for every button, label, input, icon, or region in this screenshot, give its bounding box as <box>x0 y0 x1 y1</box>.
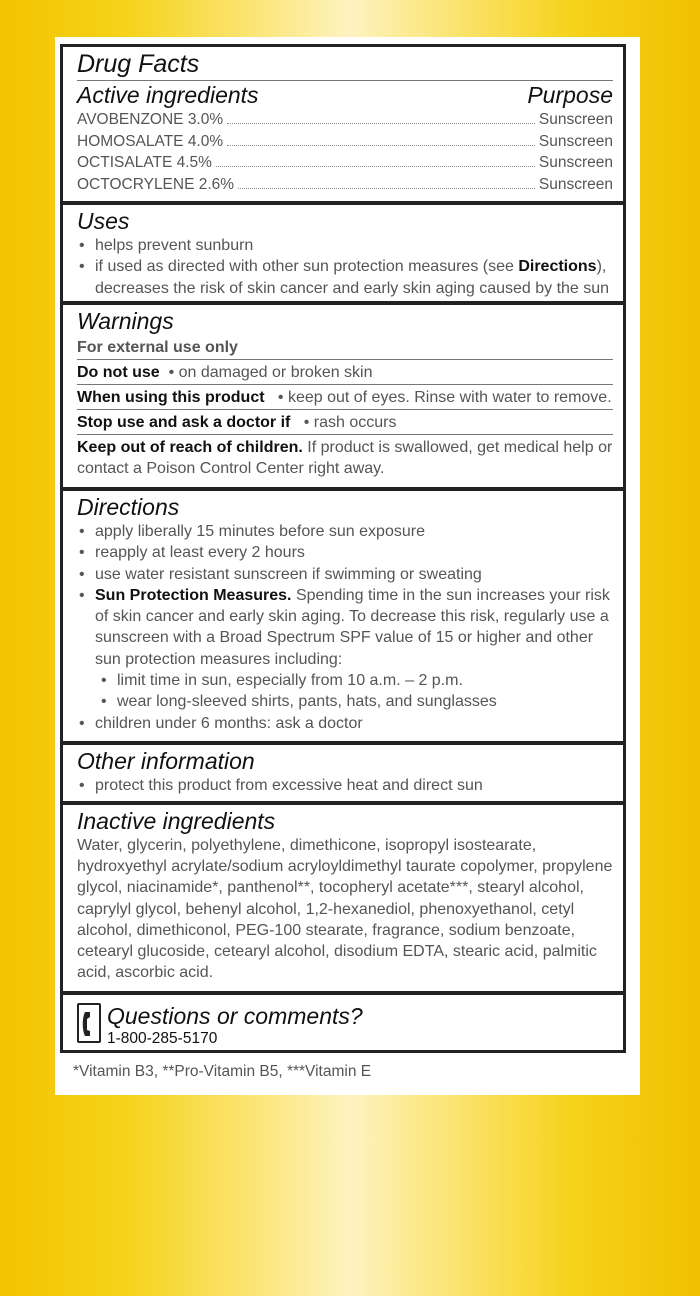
ingredient-purpose: Sunscreen <box>538 175 613 193</box>
uses-heading: Uses <box>77 208 130 234</box>
drug-facts-box <box>60 44 626 1053</box>
ingredient-name: OCTOCRYLENE 2.6% <box>77 175 235 193</box>
keep-out-line <box>77 435 613 480</box>
uses-text: ), decreases the risk of skin cancer and early skin aging caused by the sun <box>95 258 610 297</box>
dot-leader <box>216 166 535 167</box>
dot-leader <box>227 123 535 124</box>
do-not-use-text: • on damaged or broken skin <box>168 364 373 381</box>
stop-use-label: Stop use and ask a doctor if <box>77 414 291 431</box>
other-information-section <box>63 745 623 805</box>
ingredient-row <box>77 174 613 196</box>
keep-out-text: If product is swallowed, get medical help or contact a Poison Control Center right away. <box>77 439 613 477</box>
directions-heading: Directions <box>77 494 180 520</box>
inactive-ingredients-text: Water, glycerin, polyethylene, dimethicone, isopropyl isostearate, hydroxyethyl acrylate/sodium acryloyldimethyl taurate copolymer, propylene glycol, niacinamide*, panthenol**, tocopheryl acetate***, stearyl alcohol, caprylyl glycol, behenyl alcohol, 1,2-hexanediol, phenoxyethanol, cetyl alcohol, dimethiconol, PEG-100 stearate, fragrance, sodium benzoate, cetearyl glucoside, cetearyl alcohol, disodium EDTA, stearic acid, palmitic acid, ascorbic acid. <box>77 837 613 982</box>
uses-text: if used as directed with other sun protection measures (see <box>95 258 519 276</box>
other-information-heading: Other information <box>77 748 255 774</box>
stop-use-line <box>77 410 613 435</box>
drug-facts-title: Drug Facts <box>77 49 613 81</box>
keep-out-label: Keep out of reach of children. <box>77 439 303 456</box>
ingredient-purpose: Sunscreen <box>538 111 613 128</box>
list-item <box>77 585 613 670</box>
inactive-ingredients-heading: Inactive ingredients <box>77 808 276 834</box>
questions-section <box>63 995 623 1050</box>
list-item: • limit time in sun, especially from 10 a.m. – 2 p.m. <box>77 670 613 691</box>
active-ingredients-header <box>77 81 613 109</box>
warnings-section <box>63 305 623 491</box>
list-item: • apply liberally 15 minutes before sun exposure <box>77 521 613 542</box>
ingredient-purpose: Sunscreen <box>538 154 613 171</box>
spm-text: Spending time in the sun increases your risk of skin cancer and early skin aging. To decrease this risk, regularly use a sunscreen with a Broad Spectrum SPF value of 15 or higher and other sun protection measures including: <box>95 586 610 668</box>
dot-leader <box>238 188 535 189</box>
dot-leader <box>227 145 535 146</box>
ingredient-name: OCTISALATE 4.5% <box>77 154 212 171</box>
ingredient-row <box>77 109 613 131</box>
active-ingredients-section <box>63 47 623 205</box>
directions-ref: Directions <box>518 258 597 276</box>
questions-heading: Questions or comments? <box>107 1003 363 1029</box>
when-using-line <box>77 385 613 410</box>
ingredient-row <box>77 152 613 174</box>
when-using-label: When using this product <box>77 389 265 406</box>
ingredient-name: AVOBENZONE 3.0% <box>77 111 224 128</box>
list-item: • wear long-sleeved shirts, pants, hats, and sunglasses <box>77 691 613 712</box>
do-not-use-label: Do not use <box>77 364 160 381</box>
list-item: • children under 6 months: ask a doctor <box>77 713 613 734</box>
phone-icon <box>77 1003 101 1043</box>
ingredient-purpose: Sunscreen <box>538 132 613 150</box>
stop-use-text: • rash occurs <box>303 414 397 431</box>
directions-section <box>63 491 623 745</box>
when-using-text: • keep out of eyes. Rinse with water to remove. <box>277 389 612 406</box>
list-item: • reapply at least every 2 hours <box>77 542 613 563</box>
phone-number[interactable]: 1-800-285-5170 <box>107 1030 218 1047</box>
inactive-ingredients-section <box>63 805 623 995</box>
spm-label: Sun Protection Measures. <box>95 586 292 604</box>
list-item: • helps prevent sunburn <box>77 235 613 256</box>
list-item <box>77 256 613 299</box>
warnings-heading: Warnings <box>77 308 174 334</box>
list-item: • use water resistant sunscreen if swimming or sweating <box>77 564 613 585</box>
ingredient-row <box>77 131 613 153</box>
ingredient-name: HOMOSALATE 4.0% <box>77 132 224 150</box>
active-ingredients-heading: Active ingredients <box>77 82 259 108</box>
list-item: • protect this product from excessive heat and direct sun <box>77 775 613 796</box>
label-panel <box>55 37 640 1095</box>
uses-section <box>63 205 623 305</box>
vitamin-footnote: *Vitamin B3, **Pro-Vitamin B5, ***Vitamin E <box>73 1063 372 1080</box>
purpose-heading: Purpose <box>527 82 613 108</box>
external-use-line: For external use only <box>77 335 613 360</box>
do-not-use-line <box>77 360 613 385</box>
